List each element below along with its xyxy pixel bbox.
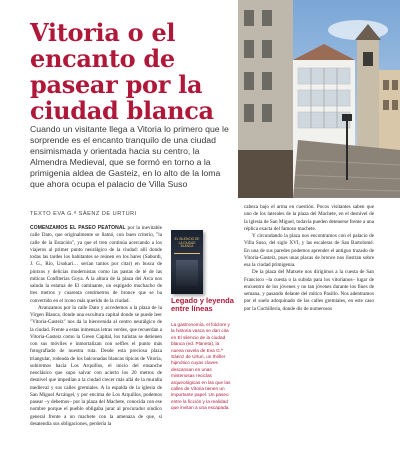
author-credit: TEXTO EVA G.ª SÁENZ DE URTURI	[30, 211, 137, 217]
body-paragraph: Y circundando la plaza nos encontramos con el palacio de Villa Suso, del siglo XVI, y las escaleras de San Bartolomé. En una de sus paredes podemos aprender el antiguo trazado de Vitoria-Gasteiz, pues unas placas de bronce nos ilustran sobre esa la ciudad primigenia.	[244, 233, 374, 268]
book-cover-rule	[174, 253, 200, 254]
body-paragraph: De la plaza del Matxete nos dirigimos a la cuesta de San Francisco –la cuesta o la subida para los vitorianos– lugar de encuentro de los jóvenes y no tan jóvenes durante los fines de semana, y pasando delante del mítico Pasillo. Nos adentramos por el suelo adoquinado de las calles gremiales, en este caso por la Cuchillería, donde dis de numerosos	[244, 269, 374, 312]
body-paragraph: Avanzamos por la calle Dato y accedemos a la plaza de la Virgen Blanca, donde una escultura capital donde se puede leer "Vitoria-Gasteiz" nos da la bienvenida al centro neurálgico de la ciudad. Frente a estas inmensas letras verdes, que recuerdan a Vitoria-Gasteiz como la Green Capital, los turistas se detienen con sus móviles e inmortalizan con selfies el punto más fotografiado de nuestra ruta. Desde esta preciosa plaza triangular, rodeada de los balconadas blancas típicas de Vitoria, subiremos hacia Los Arquillos, el inicio del ensanche neoclásico que supo salvar con acierto los 20 metros de desnivel que impedían a la ciudad crecer más allá de la muralla medieval y sus calles gremiales. A la espalda de la iglesia de San Miguel Arcángel, y por encima de Los Arquillos, podemos pasear –y debemos– por la plaza del Machete, conocida con ese nombre porque el pueblo obligaba jurar al procurador síndico general frente a un machete con la amenaza de que, si desatendía sus obligaciones, perdería la	[30, 304, 162, 427]
body-paragraph: cabeza bajo el arma en cuestión. Pocos visitantes saben que uno de los laterales de la plaza del Machete, en el desnivel de la iglesia de San Miguel, todavía pueden detenerse frente a una réplica exacta del famoso machete.	[244, 204, 374, 232]
street-photo	[238, 0, 400, 198]
article-lead: Cuando un visitante llega a Vitoria lo primero que le sorprende es el encanto tranquilo de una ciudad ensimismada y orientada hacia su centro, la Almendra Medieval, que se formó en torno a la primigenia aldea de Gasteiz, en lo alto de la loma que ahora ocupa el palacio de Villa Suso	[30, 124, 229, 189]
sidebar-text: La gastronomía, el folclore y la historia vasca se dan cita en El silencio de la ciudad blanca (ed. Planeta), la nueva novela de Eva G.ª Sáenz de Urturi, un thriller hipnótico cuyas claves descansan en unas misteriosas reciclas arqueológicas en las que las calles de Vitoria tienen un importante papel. Un paseo entre la ficción y la realidad que invitan a una escapada.	[171, 322, 231, 411]
book-cover-tower	[176, 260, 198, 286]
book-cover-image	[171, 230, 203, 294]
article-headline: Vitoria o el encanto de pasear por la ciudad blanca	[30, 18, 214, 125]
body-paragraph: por la inevitable calle Dato, que originalmente se llamó, con buen criterio, "la calle de la Estación", ya que el tren continúa acercando a los viajeros al primer punto neurálgico de la ciudad: allí donde todas las tardes los habitantes se reúnen en los bares (Saburdi, J. G., Río, Usokari… serían tantos por citar) en busca de pintxos y delicias modernistas como las pastas de té de las míticas Confiterías Goya. A la altura de la plaza del Arca nos saluda la estatua de El caminante, un espigado muchacho de tres metros y cuarenta centímetros de bronce que se ha convertido en el icono más querido de la ciudad.	[30, 225, 162, 304]
book-cover-title: EL SILENCIO DE LA CIUDAD BLANCA	[174, 237, 200, 249]
body-column-left	[30, 225, 162, 428]
section-lead-in: COMENZAMOS EL PASEO PEATONAL	[30, 225, 126, 231]
body-column-right	[244, 204, 374, 313]
sidebar-title: Legado y leyenda entre líneas	[171, 296, 234, 314]
